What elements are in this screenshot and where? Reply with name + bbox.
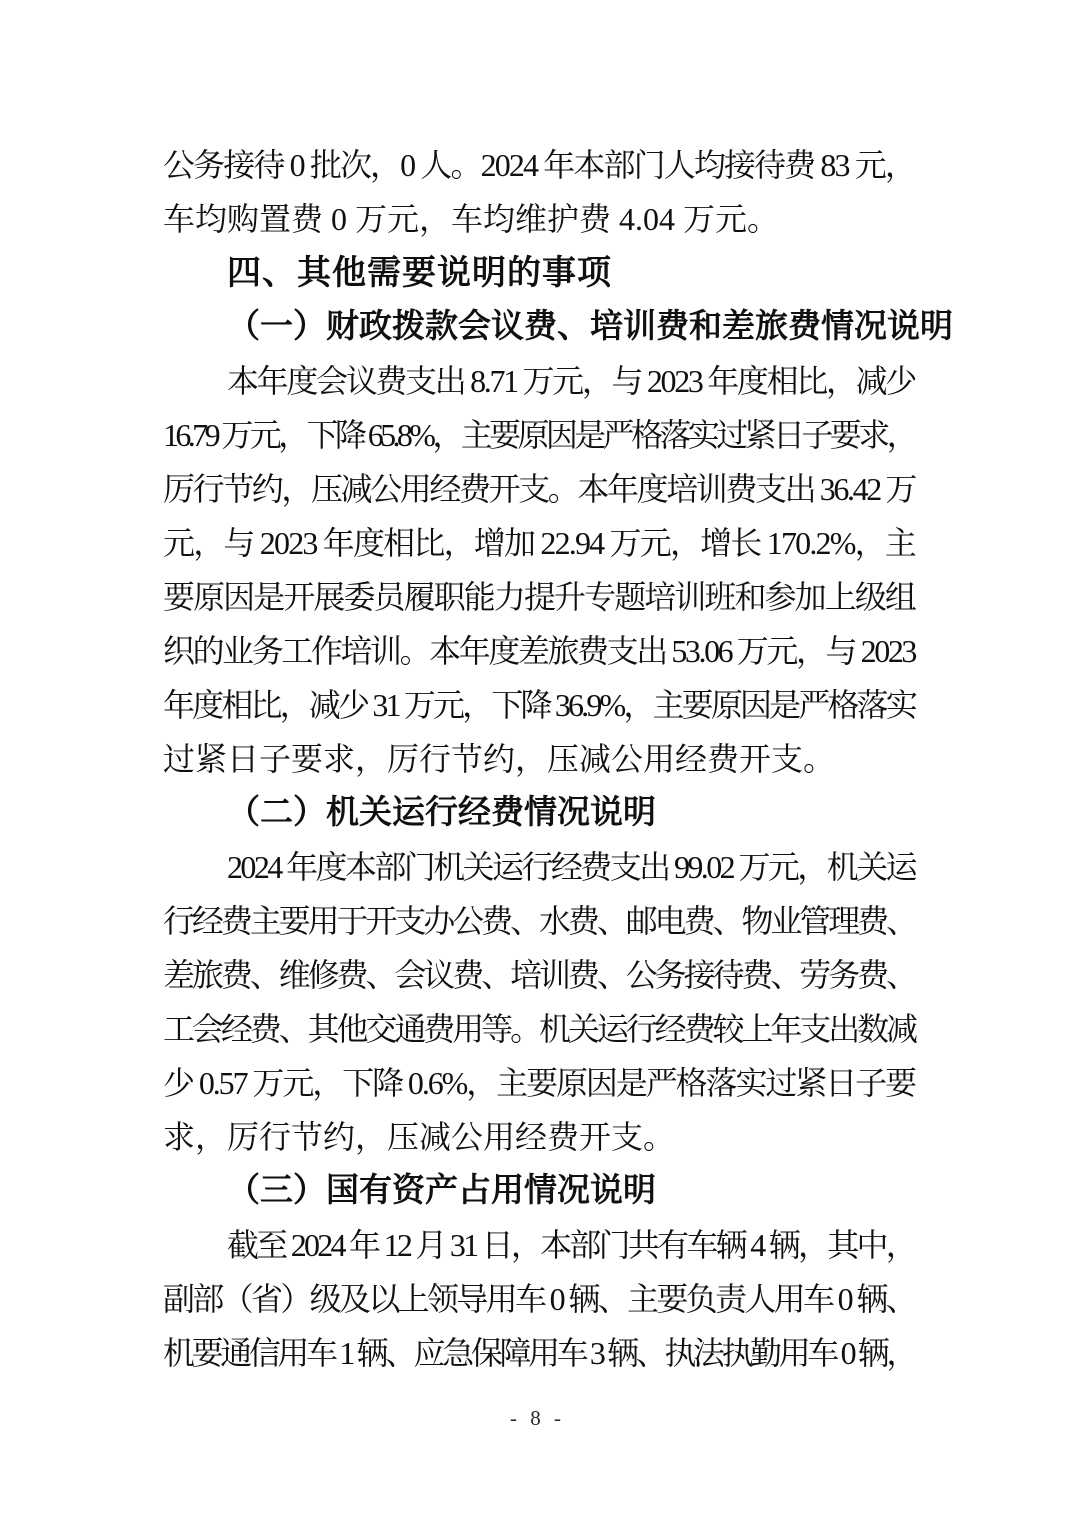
body-line [163,516,915,570]
body-line-text: 截至 2024 年 12 月 31 日，本部门共有车辆 4 辆，其中， [227,1227,915,1263]
body-line [163,1218,915,1272]
body-line [163,462,915,516]
body-line [163,840,915,894]
subsection-heading-text: （一）财政拨款会议费、培训费和差旅费情况说明 [227,309,953,345]
body-line-text: 织的业务工作培训。本年度差旅费支出 53.06 万元，与 2023 [163,633,915,669]
body-line-text: 副部（省）级及以上领导用车 0 辆、主要负责人用车 0 辆、 [163,1281,915,1317]
body-line [163,732,915,786]
body-line-text: 少 0.57 万元，下降 0.6%，主要原因是严格落实过紧日子要 [163,1065,915,1101]
section-heading [163,246,915,300]
body-line [163,1002,915,1056]
body-line-text: 厉行节约，压减公用经费开支。本年度培训费支出 36.42 万 [163,471,915,507]
subsection-heading [163,786,915,840]
body-line-text: 要原因是开展委员履职能力提升专题培训班和参加上级组 [163,579,915,615]
body-line [163,354,915,408]
body-line-text: 16.79 万元，下降 65.8%，主要原因是严格落实过紧日子要求， [163,417,915,453]
body-line-text: 机要通信用车 1 辆、应急保障用车 3 辆、执法执勤用车 0 辆， [163,1335,915,1371]
body-line [163,624,915,678]
body-line [163,138,915,192]
body-line [163,1110,915,1164]
body-line-text: 工会经费、其他交通费用等。机关运行经费较上年支出数减 [163,1011,915,1047]
subsection-heading-text: （二）机关运行经费情况说明 [227,795,656,831]
body-line [163,192,915,246]
body-line-text: 本年度会议费支出 8.71 万元，与 2023 年度相比，减少 [227,363,915,399]
body-line-text: 行经费主要用于开支办公费、水费、邮电费、物业管理费、 [163,903,915,939]
body-line-text: 求，厉行节约，压减公用经费开支。 [163,1119,676,1155]
body-line-text: 差旅费、维修费、会议费、培训费、公务接待费、劳务费、 [163,957,915,993]
body-line [163,894,915,948]
body-line-text: 元，与 2023 年度相比，增加 22.94 万元，增长 170.2%，主 [163,525,915,561]
body-line-text: 车均购置费 0 万元，车均维护费 4.04 万元。 [163,201,780,237]
subsection-heading [163,300,953,354]
body-line [163,1272,915,1326]
body-line-text: 2024 年度本部门机关运行经费支出 99.02 万元，机关运 [227,849,915,885]
body-line [163,948,915,1002]
page-number: - 8 - [510,1406,565,1430]
body-line-text: 公务接待 0 批次，0 人。2024 年本部门人均接待费 83 元， [163,147,915,183]
subsection-heading-text: （三）国有资产占用情况说明 [227,1173,656,1209]
document-body [163,138,953,1380]
body-line [163,1056,915,1110]
body-line [163,570,915,624]
subsection-heading [163,1164,915,1218]
body-line-text: 年度相比，减少 31 万元，下降 36.9%，主要原因是严格落实 [163,687,915,723]
section-heading-text: 四、其他需要说明的事项 [227,254,612,292]
body-line [163,408,915,462]
body-line [163,678,915,732]
body-line-text: 过紧日子要求，厉行节约，压减公用经费开支。 [163,741,836,777]
body-line [163,1326,915,1380]
